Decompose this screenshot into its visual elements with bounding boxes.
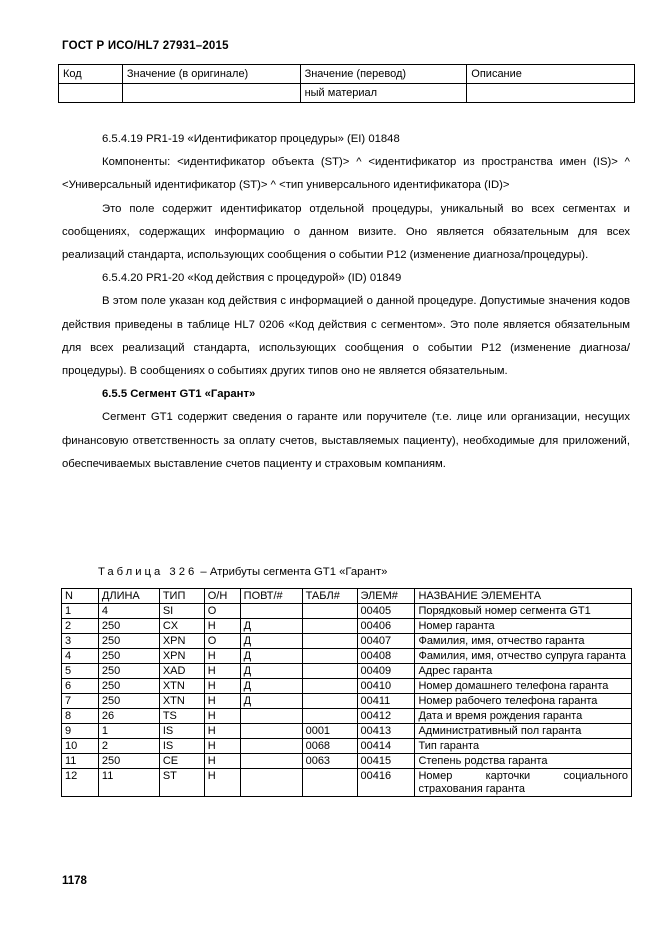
cell-n: 2 xyxy=(62,619,99,634)
section-heading-bold: 6.5.5 Сегмент GT1 «Гарант» xyxy=(102,388,256,401)
cell-name: Порядковый номер сегмента GT1 xyxy=(415,604,632,619)
cell-element: 00410 xyxy=(357,679,415,694)
cell-n: 6 xyxy=(62,679,99,694)
cell-element: 00415 xyxy=(357,754,415,769)
cell-table: 0001 xyxy=(302,724,357,739)
cell-optionality: Н xyxy=(204,724,240,739)
cell-length: 26 xyxy=(98,709,159,724)
cell-optionality: Н xyxy=(204,664,240,679)
cell-type: CX xyxy=(159,619,204,634)
body-text xyxy=(62,128,630,476)
cell-repeat: Д xyxy=(240,664,302,679)
table-row xyxy=(62,679,632,694)
cell-name: Дата и время рождения гаранта xyxy=(415,709,632,724)
paragraph: Сегмент GT1 содержит сведения о гаранте или поручителе (т.е. лице или организации, несущих финансовую ответственность за оплату счетов, выставляемых пациенту), необходимые для приложений, обеспечиваемых выставление счетов пациенту и страховым компаниям. xyxy=(62,411,630,470)
cell-name: Степень родства гаранта xyxy=(415,754,632,769)
table-caption-text: – Атрибуты сегмента GT1 «Гарант» xyxy=(197,566,388,578)
cell-table: 0068 xyxy=(302,739,357,754)
cell-table xyxy=(302,769,357,797)
paragraph: Компоненты: <идентификатор объекта (ST)> ^ <идентификатор из пространства имен (IS)> ^ <Универсальный идентификатор (ST)> ^ <тип универсального идентификатора (ID)> xyxy=(62,156,630,192)
cell-element: 00411 xyxy=(357,694,415,709)
attributes-table xyxy=(61,588,632,797)
cell-table xyxy=(302,604,357,619)
cell-name: Адрес гаранта xyxy=(415,664,632,679)
cell-name: Фамилия, имя, отчество супруга гаранта xyxy=(415,649,632,664)
cell-table xyxy=(302,664,357,679)
column-header: ЭЛЕМ# xyxy=(357,589,415,604)
table-row xyxy=(62,769,632,797)
cell-type: XAD xyxy=(159,664,204,679)
column-header: Значение (в оригинале) xyxy=(122,65,300,84)
attributes-header-row xyxy=(62,589,632,604)
document-header: ГОСТ Р ИСО/HL7 27931–2015 xyxy=(62,40,229,52)
cell-optionality: Н xyxy=(204,619,240,634)
cell-table xyxy=(302,694,357,709)
table-row xyxy=(62,694,632,709)
cell-element: 00412 xyxy=(357,709,415,724)
cell-optionality: Н xyxy=(204,649,240,664)
cell-element: 00406 xyxy=(357,619,415,634)
table-cell: ный материал xyxy=(300,84,467,103)
cell-element: 00407 xyxy=(357,634,415,649)
page-number: 1178 xyxy=(62,875,87,887)
column-header: ТАБЛ# xyxy=(302,589,357,604)
cell-name: Фамилия, имя, отчество гаранта xyxy=(415,634,632,649)
column-header: Код xyxy=(59,65,123,84)
cell-repeat xyxy=(240,769,302,797)
cell-type: CE xyxy=(159,754,204,769)
cell-repeat xyxy=(240,739,302,754)
cell-repeat: Д xyxy=(240,634,302,649)
paragraph: Это поле содержит идентификатор отдельной процедуры, уникальный во всех сегментах и сообщениях, содержащих информацию о данном визите. Оно является обязательным для всех реализаций стандарта, использующих сообщения о событии P12 (изменение диагноза/процедуры). xyxy=(62,202,630,262)
cell-table xyxy=(302,679,357,694)
table-row xyxy=(62,709,632,724)
cell-length: 250 xyxy=(98,694,159,709)
cell-optionality: Н xyxy=(204,709,240,724)
table-row xyxy=(62,634,632,649)
cell-length: 250 xyxy=(98,634,159,649)
cell-length: 250 xyxy=(98,664,159,679)
cell-n: 8 xyxy=(62,709,99,724)
cell-optionality: Н xyxy=(204,679,240,694)
table-row xyxy=(62,619,632,634)
cell-optionality: Н xyxy=(204,754,240,769)
cell-n: 3 xyxy=(62,634,99,649)
table-row xyxy=(62,724,632,739)
cell-length: 250 xyxy=(98,754,159,769)
cell-type: XTN xyxy=(159,679,204,694)
cell-element: 00409 xyxy=(357,664,415,679)
cell-element: 00416 xyxy=(357,769,415,797)
table-row xyxy=(62,664,632,679)
table-row xyxy=(62,604,632,619)
cell-optionality: О xyxy=(204,634,240,649)
code-table xyxy=(58,64,635,103)
attributes-body xyxy=(62,604,632,797)
cell-name: Номер карточки социального страхования гаранта xyxy=(415,769,632,797)
column-header: О/Н xyxy=(204,589,240,604)
cell-length: 11 xyxy=(98,769,159,797)
cell-name: Тип гаранта xyxy=(415,739,632,754)
column-header: N xyxy=(62,589,99,604)
cell-table xyxy=(302,649,357,664)
cell-type: XPN xyxy=(159,649,204,664)
cell-n: 11 xyxy=(62,754,99,769)
cell-length: 1 xyxy=(98,724,159,739)
column-header: Описание xyxy=(467,65,635,84)
column-header: ПОВТ/# xyxy=(240,589,302,604)
cell-optionality: Н xyxy=(204,739,240,754)
cell-n: 12 xyxy=(62,769,99,797)
cell-type: TS xyxy=(159,709,204,724)
table-row xyxy=(62,754,632,769)
cell-element: 00413 xyxy=(357,724,415,739)
cell-type: XTN xyxy=(159,694,204,709)
table-row xyxy=(62,649,632,664)
cell-n: 9 xyxy=(62,724,99,739)
section-heading: 6.5.4.20 PR1-20 «Код действия с процедурой» (ID) 01849 xyxy=(102,272,402,285)
cell-table xyxy=(302,619,357,634)
cell-table xyxy=(302,709,357,724)
cell-repeat xyxy=(240,604,302,619)
cell-optionality: Н xyxy=(204,769,240,797)
cell-type: IS xyxy=(159,724,204,739)
cell-name: Номер домашнего телефона гаранта xyxy=(415,679,632,694)
code-table-header-row xyxy=(59,65,635,84)
cell-repeat: Д xyxy=(240,619,302,634)
table-caption xyxy=(98,566,387,578)
column-header: Значение (перевод) xyxy=(300,65,467,84)
cell-repeat xyxy=(240,754,302,769)
cell-length: 250 xyxy=(98,679,159,694)
cell-length: 250 xyxy=(98,619,159,634)
cell-type: IS xyxy=(159,739,204,754)
cell-n: 1 xyxy=(62,604,99,619)
cell-element: 00414 xyxy=(357,739,415,754)
cell-type: XPN xyxy=(159,634,204,649)
column-header: ТИП xyxy=(159,589,204,604)
cell-table: 0063 xyxy=(302,754,357,769)
section-heading: 6.5.4.19 PR1-19 «Идентификатор процедуры» (EI) 01848 xyxy=(102,133,400,145)
table-cell xyxy=(59,84,123,103)
cell-element: 00408 xyxy=(357,649,415,664)
cell-repeat: Д xyxy=(240,679,302,694)
cell-element: 00405 xyxy=(357,604,415,619)
column-header: НАЗВАНИЕ ЭЛЕМЕНТА xyxy=(415,589,632,604)
cell-length: 2 xyxy=(98,739,159,754)
cell-repeat xyxy=(240,724,302,739)
cell-type: SI xyxy=(159,604,204,619)
table-cell xyxy=(122,84,300,103)
paragraph: В этом поле указан код действия с информацией о данной процедуре. Допустимые значения кодов действия приведены в таблице HL7 0206 «Код действия с сегментом». Это поле является обязательным для всех реализаций стандарта, использующих сообщения о событии P12 (изменение диагноза/процедуры). В сообщениях о событиях других типов оно не является обязательным. xyxy=(62,295,630,378)
cell-n: 7 xyxy=(62,694,99,709)
cell-repeat: Д xyxy=(240,694,302,709)
cell-repeat xyxy=(240,709,302,724)
table-row xyxy=(59,84,635,103)
cell-length: 250 xyxy=(98,649,159,664)
cell-type: ST xyxy=(159,769,204,797)
cell-optionality: О xyxy=(204,604,240,619)
cell-n: 10 xyxy=(62,739,99,754)
cell-table xyxy=(302,634,357,649)
cell-name: Номер рабочего телефона гаранта xyxy=(415,694,632,709)
table-row xyxy=(62,739,632,754)
cell-name: Административный пол гаранта xyxy=(415,724,632,739)
cell-name: Номер гаранта xyxy=(415,619,632,634)
cell-optionality: Н xyxy=(204,694,240,709)
table-cell xyxy=(467,84,635,103)
cell-length: 4 xyxy=(98,604,159,619)
cell-repeat: Д xyxy=(240,649,302,664)
table-caption-label: Таблица 326 xyxy=(98,566,198,578)
cell-n: 4 xyxy=(62,649,99,664)
cell-n: 5 xyxy=(62,664,99,679)
column-header: ДЛИНА xyxy=(98,589,159,604)
